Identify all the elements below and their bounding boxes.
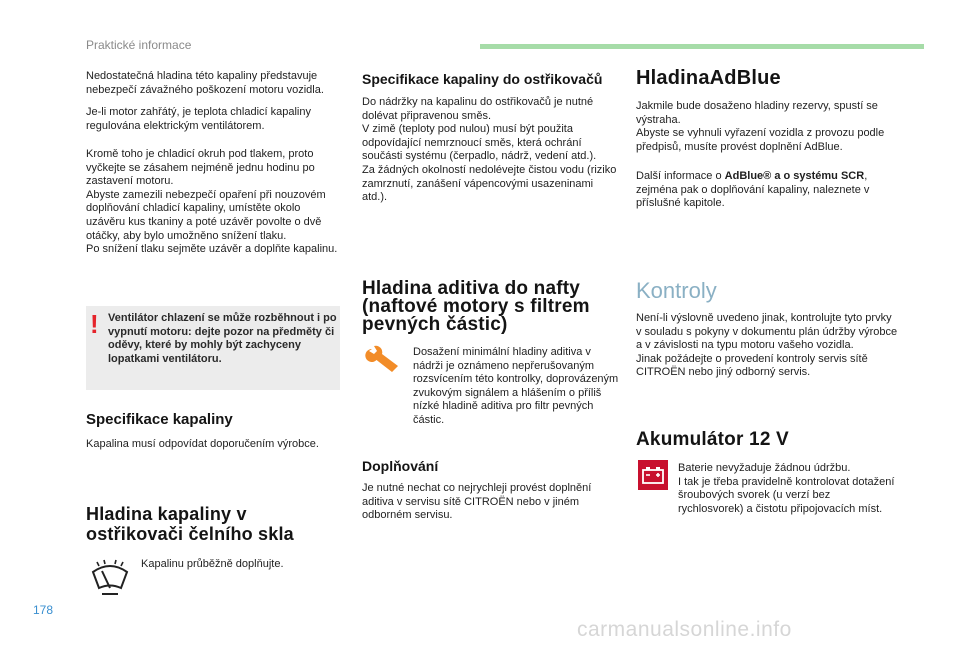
coolant-intro-3: Kromě toho je chladicí okruh pod tlakem, proto vyčkejte se zásahem nejméně jednu hodinu po zastavení motoru. Abyste zamezili nebezpečí opaření při nouzovém doplňování chladicí kapaliny, umístěte okolo uzávěru kus tkaniny a poté uzávěr povolte o dvě otáčky, aby bylo umožněno snížení tlaku. Po snížení tlaku sejměte uzávěr a doplňte kapalinu. <box>86 148 338 256</box>
checks-title: Kontroly <box>636 278 717 303</box>
section-accent-bar <box>480 44 924 49</box>
warning-box <box>86 306 340 390</box>
battery-icon <box>638 460 668 490</box>
battery-title: Akumulátor 12 V <box>636 429 789 450</box>
warning-text: Ventilátor chlazení se může rozběhnout i po vypnutí motoru: dejte pozor na předměty či oděvy, které by mohly být zachyceny lopatkami ventilátoru. <box>108 312 337 365</box>
coolant-intro-2: Je-li motor zahřátý, je teplota chladicí kapaliny regulována elektrickým ventilátorem. <box>86 106 311 132</box>
watermark: carmanualsonline.info <box>577 618 792 641</box>
coolant-intro-1: Nedostatečná hladina této kapaliny představuje nebezpečí závažného poškození motoru vozidla. <box>86 70 324 96</box>
additive-text: Dosažení minimální hladiny aditiva v nádrži je oznámeno nepřerušovaným rozsvícením této kontrolky, doprovázeným zvukovým signálem a hlášením o příliš nízké hladině aditiva pro filtr pevných částic. <box>413 346 619 426</box>
refill-title: Doplňování <box>362 458 439 474</box>
adblue-text-2 <box>636 170 898 211</box>
windscreen-washer-icon <box>90 558 130 598</box>
warning-icon: ! <box>90 309 99 339</box>
adblue-text-1: Jakmile bude dosaženo hladiny rezervy, spustí se výstraha. Abyste se vyhnuli vyřazení vozidla z provozu podle předpisů, musíte provést doplnění AdBlue. <box>636 100 885 153</box>
washer-text: Kapalinu průběžně doplňujte. <box>141 558 284 570</box>
wrench-icon <box>364 344 402 374</box>
adblue-text-2a: Další informace o <box>636 170 725 182</box>
adblue-text-2c: , zejména pak o doplňování kapaliny, naleznete v příslušné kapitole. <box>636 170 870 210</box>
washer-title: Hladina kapaliny v ostřikovači čelního skla <box>86 504 294 544</box>
spec-title: Specifikace kapaliny <box>86 411 233 428</box>
checks-text: Není-li výslovně uvedeno jinak, kontrolujte tyto prvky v souladu s pokyny v dokumentu plán údržby výrobce a v závislosti na typu motoru vašeho vozidla. Jinak požádejte o provedení kontroly servis sítě CITROËN nebo jiný odborný servis. <box>636 312 898 379</box>
adblue-title: HladinaAdBlue <box>636 67 781 89</box>
washer-spec-text: Do nádržky na kapalinu do ostřikovačů je nutné dolévat připravenou směs. V zimě (teploty pod nulou) musí být použita odpovídající nemrznoucí směs, která ochrání součásti systému (čerpadlo, nádrž, vedení atd.). Za žádných okolností nedolévejte čistou vodu (riziko zamrznutí, zanášení vápencovými usazeninami atd.). <box>362 96 617 204</box>
adblue-text-2b: AdBlue® a o systému SCR <box>724 170 865 182</box>
spec-text: Kapalina musí odpovídat doporučením výrobce. <box>86 438 319 450</box>
page-number: 178 <box>33 603 54 617</box>
section-title: Praktické informace <box>86 38 192 52</box>
washer-spec-title: Specifikace kapaliny do ostřikovačů <box>362 71 603 87</box>
battery-text: Baterie nevyžaduje žádnou údržbu. I tak je třeba pravidelně kontrolovat dotažení šroubových svorek (u verzí bez rychlosvorek) a čistotu připojovacích míst. <box>678 462 895 515</box>
additive-title: Hladina aditiva do nafty (naftové motory s filtrem pevných částic) <box>362 278 590 335</box>
refill-text: Je nutné nechat co nejrychleji provést doplnění aditiva v servisu sítě CITROËN nebo v jiném odborném servisu. <box>362 482 592 522</box>
